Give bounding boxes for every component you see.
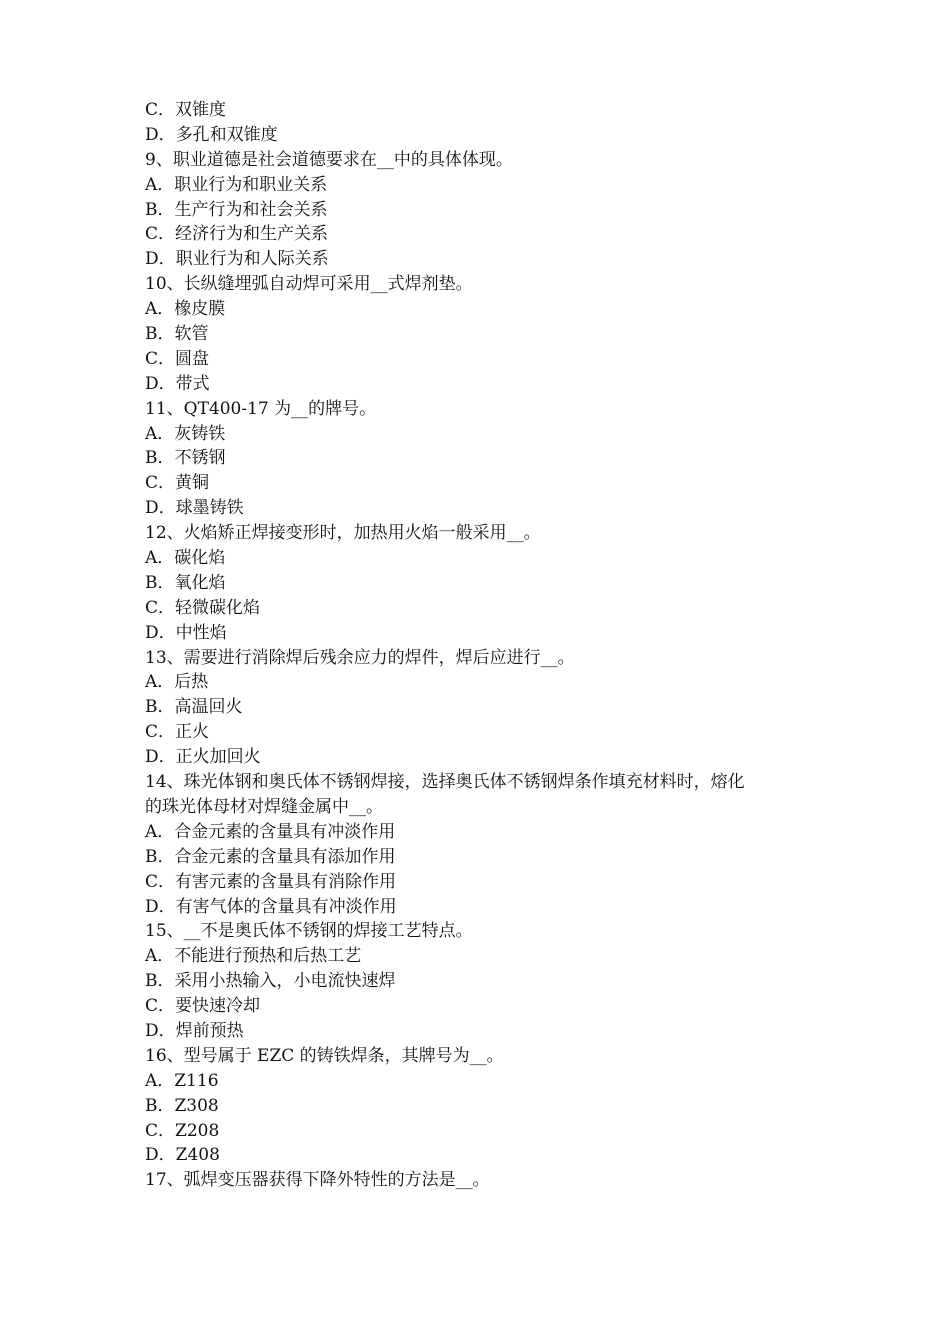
option-line: C．圆盘 — [145, 348, 210, 369]
option-line: B．Z308 — [145, 1095, 219, 1116]
option-line: D．焊前预热 — [145, 1020, 244, 1041]
option-line: A．职业行为和职业关系 — [145, 174, 328, 195]
option-line: B．合金元素的含量具有添加作用 — [145, 846, 396, 867]
option-line: D．中性焰 — [145, 622, 227, 643]
question-line: 13、需要进行消除焊后残余应力的焊件，焊后应进行__。 — [145, 647, 575, 668]
option-line: D．Z408 — [145, 1145, 220, 1166]
option-line: C．Z208 — [145, 1120, 220, 1141]
option-line: C．轻微碳化焰 — [145, 597, 261, 618]
option-line: D．正火加回火 — [145, 747, 261, 768]
question-line: 14、珠光体钢和奥氏体不锈钢焊接，选择奥氏体不锈钢焊条作填充材料时，熔化 — [145, 772, 745, 793]
question-line: 11、QT400-17 为__的牌号。 — [145, 398, 377, 419]
option-line: A．不能进行预热和后热工艺 — [145, 946, 362, 967]
option-line: A．灰铸铁 — [145, 423, 226, 444]
option-line: C．黄铜 — [145, 473, 210, 494]
option-line: B．生产行为和社会关系 — [145, 199, 328, 220]
option-line: C．有害元素的含量具有消除作用 — [145, 871, 397, 892]
option-line: B．氧化焰 — [145, 572, 226, 593]
option-line: B．不锈钢 — [145, 448, 226, 469]
question-line: 10、长纵缝埋弧自动焊可采用__式焊剂垫。 — [145, 274, 473, 295]
option-line: C．要快速冷却 — [145, 996, 261, 1017]
option-line: C．双锥度 — [145, 100, 227, 120]
question-line: 12、火焰矫正焊接变形时，加热用火焰一般采用__。 — [145, 523, 541, 544]
option-line: A．合金元素的含量具有冲淡作用 — [145, 821, 396, 842]
option-line: C．正火 — [145, 722, 210, 743]
option-line: B．高温回火 — [145, 697, 243, 718]
option-line: A．橡皮膜 — [145, 299, 226, 320]
option-line: D．球墨铸铁 — [145, 498, 244, 519]
option-line: A．后热 — [145, 672, 209, 693]
option-line: A．Z116 — [145, 1070, 219, 1091]
option-line: B．采用小热输入，小电流快速焊 — [145, 971, 396, 992]
option-line: D．带式 — [145, 373, 210, 394]
option-line: D．职业行为和人际关系 — [145, 249, 329, 270]
question-line: 9、职业道德是社会道德要求在__中的具体体现。 — [145, 149, 513, 170]
option-line: D．多孔和双锥度 — [145, 124, 278, 145]
option-line: D．有害气体的含量具有冲淡作用 — [145, 896, 397, 917]
document-page — [145, 98, 825, 1193]
question-line: 15、__不是奥氏体不锈钢的焊接工艺特点。 — [145, 921, 473, 942]
option-line: C．经济行为和生产关系 — [145, 224, 329, 245]
question-line-continued: 的珠光体母材对焊缝金属中__。 — [145, 796, 383, 817]
question-line: 16、型号属于 EZC 的铸铁焊条，其牌号为__。 — [145, 1045, 504, 1066]
question-line: 17、弧焊变压器获得下降外特性的方法是__。 — [145, 1170, 490, 1191]
option-line: B．软管 — [145, 324, 209, 345]
option-line: A．碳化焰 — [145, 548, 226, 569]
